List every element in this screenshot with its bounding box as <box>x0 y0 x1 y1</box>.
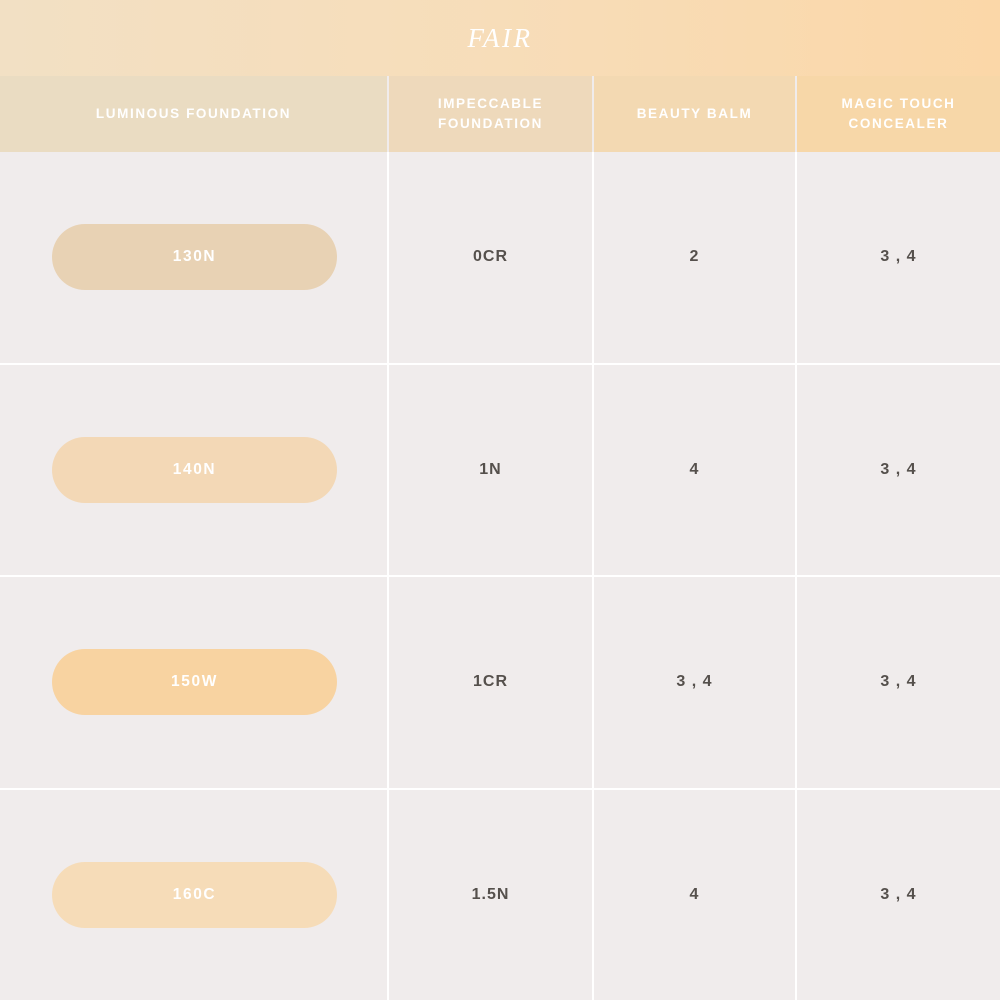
table-body <box>0 152 1000 1000</box>
table-row <box>0 577 1000 790</box>
shade-swatch: 140N <box>52 437 337 503</box>
shade-swatch-cell <box>0 152 389 363</box>
shade-swatch-cell <box>0 577 389 788</box>
category-title: FAIR <box>467 22 533 53</box>
shade-swatch-cell <box>0 790 389 1000</box>
impeccable-foundation-value: 1N <box>389 365 594 576</box>
table-row <box>0 790 1000 1000</box>
impeccable-foundation-value: 1.5N <box>389 790 594 1000</box>
shade-swatch: 150W <box>52 649 337 715</box>
table-header-row <box>0 76 1000 152</box>
table-row <box>0 365 1000 578</box>
impeccable-foundation-value: 1CR <box>389 577 594 788</box>
beauty-balm-value: 4 <box>594 365 797 576</box>
column-header-beauty-balm: BEAUTY BALM <box>594 76 797 152</box>
shade-swatch: 130N <box>52 224 337 290</box>
shade-swatch: 160C <box>52 862 337 928</box>
column-header-impeccable-foundation: IMPECCABLE FOUNDATION <box>389 76 594 152</box>
beauty-balm-value: 4 <box>594 790 797 1000</box>
magic-touch-concealer-value: 3 , 4 <box>797 152 1000 363</box>
magic-touch-concealer-value: 3 , 4 <box>797 577 1000 788</box>
shade-swatch-cell <box>0 365 389 576</box>
impeccable-foundation-value: 0CR <box>389 152 594 363</box>
beauty-balm-value: 3 , 4 <box>594 577 797 788</box>
category-banner <box>0 0 1000 76</box>
beauty-balm-value: 2 <box>594 152 797 363</box>
magic-touch-concealer-value: 3 , 4 <box>797 790 1000 1000</box>
column-header-luminous-foundation: LUMINOUS FOUNDATION <box>0 76 389 152</box>
table-row <box>0 152 1000 365</box>
column-header-magic-touch-concealer: MAGIC TOUCH CONCEALER <box>797 76 1000 152</box>
magic-touch-concealer-value: 3 , 4 <box>797 365 1000 576</box>
